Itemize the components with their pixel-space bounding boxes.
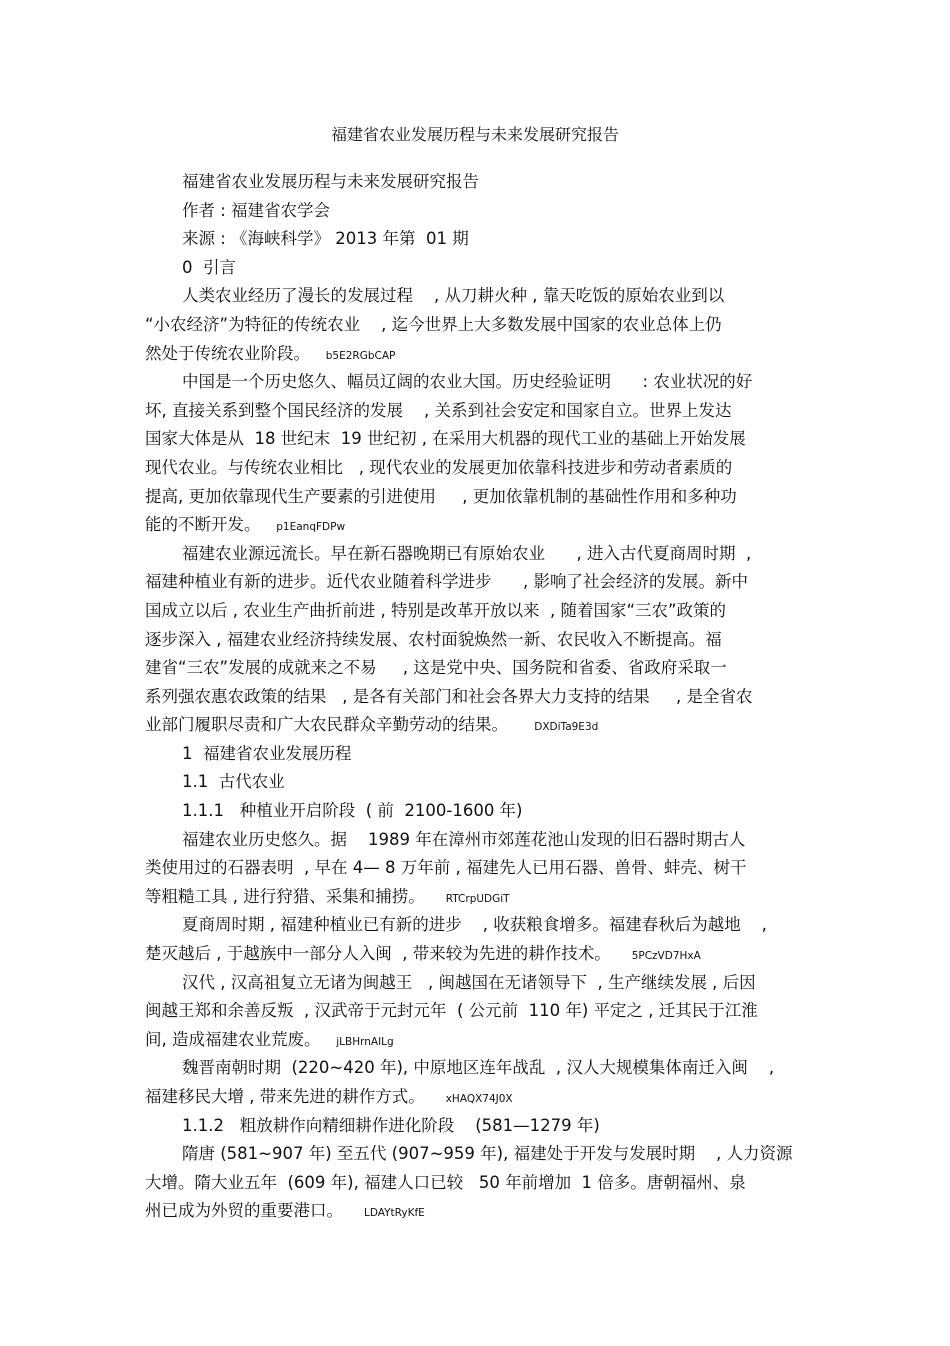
text-line-content: 1.1 古代农业 xyxy=(182,772,285,792)
text-line-content: 汉代 , 汉高祖复立无诸为闽越王 , 闽越国在无诸领导下 , 生产继续发展 , 后因 xyxy=(182,972,756,992)
text-line-content: 福建农业源远流长。早在新石器晚期已有原始农业 , 进入古代夏商周时期 , xyxy=(182,543,752,563)
text-line-content: 大增。隋大业五年 (609 年), 福建人口已较 50 年前增加 1 倍多。唐朝福州、泉 xyxy=(145,1172,746,1192)
text-line xyxy=(145,683,805,712)
text-line-content: 业部门履职尽责和广大农民群众辛勤劳动的结果。 xyxy=(145,715,535,735)
text-line-content: 等粗糙工具 , 进行狩猎、采集和捕捞。 xyxy=(145,886,446,906)
text-line-content: 福建种植业有新的进步。近代农业随着科学进步 , 影响了社会经济的发展。新中 xyxy=(145,572,748,592)
text-line-content: 人类农业经历了漫长的发展过程 , 从刀耕火种 , 靠天吃饭的原始农业到以 xyxy=(182,286,725,306)
text-line xyxy=(145,1140,805,1169)
text-line xyxy=(145,654,805,683)
text-line xyxy=(145,454,805,483)
text-line-content: 楚灭越后 , 于越族中一部分人入闽 , 带来较为先进的耕作技术。 xyxy=(145,944,632,964)
text-line xyxy=(145,626,805,655)
text-line-content: 福建移民大增 , 带来先进的耕作方式。 xyxy=(145,1087,446,1106)
document-title: 福建省农业发展历程与未来发展研究报告 xyxy=(330,125,619,144)
text-line xyxy=(145,911,805,940)
text-line xyxy=(145,254,805,283)
text-line xyxy=(145,511,805,540)
watermark-code: RTCrpUDGiT xyxy=(445,892,510,905)
text-line xyxy=(145,826,805,855)
text-line xyxy=(145,1054,805,1083)
text-line xyxy=(145,740,805,769)
text-line xyxy=(145,168,805,197)
text-line-content: 0 引言 xyxy=(182,257,236,277)
text-line xyxy=(145,197,805,226)
text-line-content: 中国是一个历史悠久、幅员辽阔的农业大国。历史经验证明 : 农业状况的好 xyxy=(182,372,753,392)
text-line-content: 国家大体是从 18 世纪末 19 世纪初 , 在采用大机器的现代工业的基础上开始发展 xyxy=(145,429,746,449)
document-body xyxy=(145,168,805,1226)
text-line-content: 坏, 直接关系到整个国民经济的发展 , 关系到社会安定和国家自立。世界上发达 xyxy=(145,400,732,420)
text-line-content: 国成立以后 , 农业生产曲折前进 , 特别是改革开放以来 , 随着国家“三农”政策的 xyxy=(145,600,727,620)
text-line xyxy=(145,340,805,369)
watermark-code: p1EanqFDPw xyxy=(276,521,346,534)
watermark-code: 5PCzVD7HxA xyxy=(631,950,701,963)
text-line-content: 提高, 更加依靠现代生产要素的引进使用 , 更加依靠机制的基础性作用和多种功 xyxy=(145,486,737,506)
text-line-content: 1.1.2 粗放耕作向精细耕作进化阶段 (581—1279 年) xyxy=(182,1115,600,1135)
text-line-content: 间, 造成福建农业荒废。 xyxy=(145,1029,337,1049)
text-line-content: 隋唐 (581~907 年) 至五代 (907~959 年), 福建处于开发与发展时期 , 人力资源 xyxy=(182,1144,793,1164)
text-line xyxy=(145,568,805,597)
text-line-content: 夏商周时期 , 福建种植业已有新的进步 , 收获粮食增多。福建春秋后为越地 , xyxy=(182,915,767,935)
text-line xyxy=(145,997,805,1026)
text-line-content: 州已成为外贸的重要港口。 xyxy=(145,1201,364,1221)
watermark-code: jLBHrnAILg xyxy=(336,1035,394,1048)
text-line-content: 逐步深入 , 福建农业经济持续发展、农村面貌焕然一新、农民收入不断提高。福 xyxy=(145,629,722,649)
text-line xyxy=(145,483,805,512)
text-line-content: “小农经济”为特征的传统农业 , 迄今世界上大多数发展中国家的农业总体上仍 xyxy=(145,314,722,334)
text-line xyxy=(145,797,805,826)
watermark-code: xHAQX74J0X xyxy=(445,1093,513,1105)
text-line-content: 类使用过的石器表明 , 早在 4— 8 万年前 , 福建先人已用石器、兽骨、蚌壳、树干 xyxy=(145,858,747,878)
text-line-content: 来源 : 《海峡科学》 2013 年第 01 期 xyxy=(182,229,469,249)
text-line-content: 能的不断开发。 xyxy=(145,515,277,535)
text-line-content: 作者 : 福建省农学会 xyxy=(182,200,331,220)
text-line xyxy=(145,425,805,454)
text-line-content: 1 福建省农业发展历程 xyxy=(182,743,352,763)
text-line xyxy=(145,311,805,340)
text-line xyxy=(145,1083,805,1112)
text-line xyxy=(145,1112,805,1141)
text-line xyxy=(145,1197,805,1226)
text-line xyxy=(145,854,805,883)
text-line xyxy=(145,1169,805,1198)
text-line xyxy=(145,883,805,912)
watermark-code: LDAYtRyKfE xyxy=(363,1207,425,1220)
text-line xyxy=(145,540,805,569)
text-line-content: 魏晋南朝时期 (220~420 年), 中原地区连年战乱 , 汉人大规模集体南迁入闽 , xyxy=(182,1058,775,1078)
text-line-content: 福建省农业发展历程与未来发展研究报告 xyxy=(182,172,479,191)
watermark-code: DXDiTa9E3d xyxy=(534,721,599,734)
text-line xyxy=(145,282,805,311)
text-line-content: 福建农业历史悠久。据 1989 年在漳州市郊莲花池山发现的旧石器时期古人 xyxy=(182,829,746,849)
text-line xyxy=(145,397,805,426)
text-line-content: 系列强农惠农政策的结果 , 是各有关部门和社会各界大力支持的结果 , 是全省农 xyxy=(145,686,753,706)
text-line-content: 闽越王郑和余善反叛 , 汉武帝于元封元年 ( 公元前 110 年) 平定之 , 迁其民于江淮 xyxy=(145,1001,758,1021)
text-line-content: 建省“三农”发展的成就来之不易 , 这是党中央、国务院和省委、省政府采取一 xyxy=(145,658,727,678)
text-line xyxy=(145,368,805,397)
text-line xyxy=(145,969,805,998)
text-line xyxy=(145,940,805,969)
text-line xyxy=(145,1026,805,1055)
text-line xyxy=(145,597,805,626)
text-line-content: 然处于传统农业阶段。 xyxy=(145,343,326,363)
text-line-content: 现代农业。与传统农业相比 , 现代农业的发展更加依靠科技进步和劳动者素质的 xyxy=(145,457,733,477)
text-line-content: 1.1.1 种植业开启阶段 ( 前 2100-1600 年) xyxy=(182,801,523,821)
watermark-code: b5E2RGbCAP xyxy=(325,349,396,362)
text-line xyxy=(145,225,805,254)
text-line xyxy=(145,768,805,797)
text-line xyxy=(145,711,805,740)
